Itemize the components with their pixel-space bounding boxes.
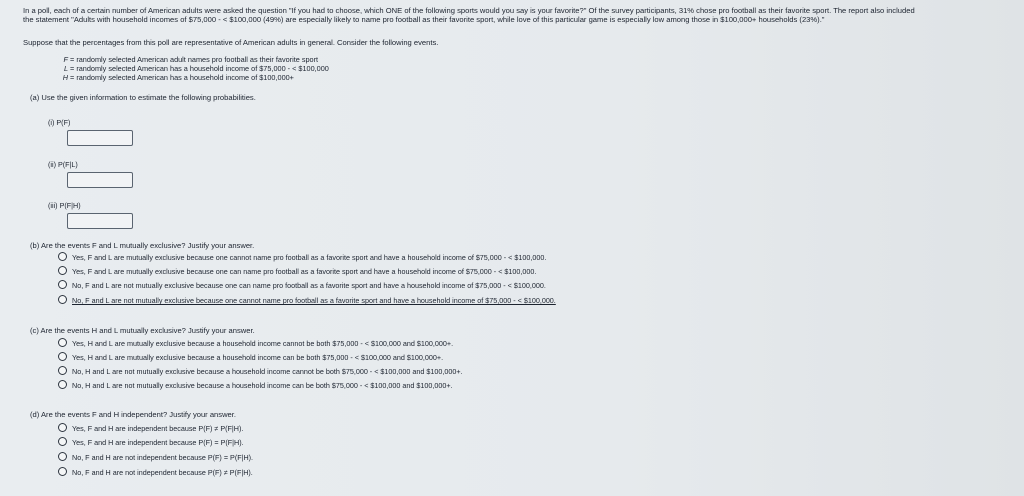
answer-input-pfh[interactable]	[67, 213, 133, 229]
radio-button[interactable]	[58, 338, 67, 347]
part-a-label-pf: (i) P(F)	[48, 118, 71, 127]
part-d-option-2[interactable]: Yes, F and H are independent because P(F) = P(F|H).	[58, 437, 244, 447]
part-b-option-1[interactable]: Yes, F and L are mutually exclusive because one cannot name pro football as a favorite sport and have a household income of $75,000 - < $100,000.	[58, 252, 546, 262]
radio-button[interactable]	[58, 437, 67, 446]
answer-input-pfl[interactable]	[67, 172, 133, 188]
event-definition-f	[58, 55, 318, 64]
part-d-heading: (d) Are the events F and H independent? Justify your answer.	[30, 410, 236, 419]
part-b-option-2[interactable]: Yes, F and L are mutually exclusive because one can name pro football as a favorite sport and have a household income of $75,000 - < $100,000.	[58, 266, 536, 276]
problem-intro-line1: In a poll, each of a certain number of American adults were asked the question "If you had to choose, which ONE of the following sports would you say is your favorite?" Of the survey participants, 31% chose pro football as their favorite sport. The report also included	[23, 6, 915, 15]
part-b-option-4[interactable]: No, F and L are not mutually exclusive because one cannot name pro football as a favorite sport and have a household income of $75,000 - < $100,000.	[58, 295, 556, 305]
event-var-l: L	[63, 64, 68, 73]
event-var-f: F	[63, 55, 68, 64]
radio-button[interactable]	[58, 252, 67, 261]
part-d-option-4[interactable]: No, F and H are not independent because P(F) ≠ P(F|H).	[58, 467, 253, 477]
part-d-option-1[interactable]: Yes, F and H are independent because P(F) ≠ P(F|H).	[58, 423, 243, 433]
part-c-option-3[interactable]: No, H and L are not mutually exclusive because a household income cannot be both $75,000 - < $100,000 and $100,000+.	[58, 366, 463, 376]
part-c-option-4[interactable]: No, H and L are not mutually exclusive because a household income can be both $75,000 - < $100,000 and $100,000+.	[58, 380, 453, 390]
part-c-heading: (c) Are the events H and L mutually exclusive? Justify your answer.	[30, 326, 255, 335]
part-b-heading: (b) Are the events F and L mutually exclusive? Justify your answer.	[30, 241, 255, 250]
radio-button[interactable]	[58, 366, 67, 375]
radio-button[interactable]	[58, 467, 67, 476]
part-d-option-3[interactable]: No, F and H are not independent because P(F) = P(F|H).	[58, 452, 253, 462]
radio-button[interactable]	[58, 280, 67, 289]
part-a-label-pfh: (iii) P(F|H)	[48, 201, 81, 210]
radio-button[interactable]	[58, 295, 67, 304]
radio-button[interactable]	[58, 452, 67, 461]
answer-input-pf[interactable]	[67, 130, 133, 146]
problem-intro-line2: the statement "Adults with household incomes of $75,000 - < $100,000 (49%) are especially likely to name pro football as their favorite sport, while love of this particular game is especially low among those in $100,000+ households (23%)."	[23, 15, 825, 24]
problem-assumption: Suppose that the percentages from this poll are representative of American adults in general. Consider the following events.	[23, 38, 439, 47]
part-b-option-3[interactable]: No, F and L are not mutually exclusive because one can name pro football as a favorite sport and have a household income of $75,000 - < $100,000.	[58, 280, 546, 290]
radio-button[interactable]	[58, 423, 67, 432]
part-c-option-2[interactable]: Yes, H and L are mutually exclusive because a household income can be both $75,000 - < $100,000 and $100,000+.	[58, 352, 443, 362]
event-var-h: H	[62, 73, 68, 82]
part-a-heading: (a) Use the given information to estimate the following probabilities.	[30, 93, 256, 102]
radio-button[interactable]	[58, 380, 67, 389]
event-text-f: = randomly selected American adult names pro football as their favorite sport	[70, 55, 319, 64]
part-c-option-1[interactable]: Yes, H and L are mutually exclusive because a household income cannot be both $75,000 - < $100,000 and $100,000+.	[58, 338, 453, 348]
part-a-label-pfl: (ii) P(F|L)	[48, 160, 78, 169]
event-definition-h	[58, 73, 294, 82]
radio-button[interactable]	[58, 266, 67, 275]
event-definition-l	[58, 64, 329, 73]
event-text-l: = randomly selected American has a household income of $75,000 - < $100,000	[70, 64, 329, 73]
radio-button[interactable]	[58, 352, 67, 361]
event-text-h: = randomly selected American has a household income of $100,000+	[70, 73, 294, 82]
